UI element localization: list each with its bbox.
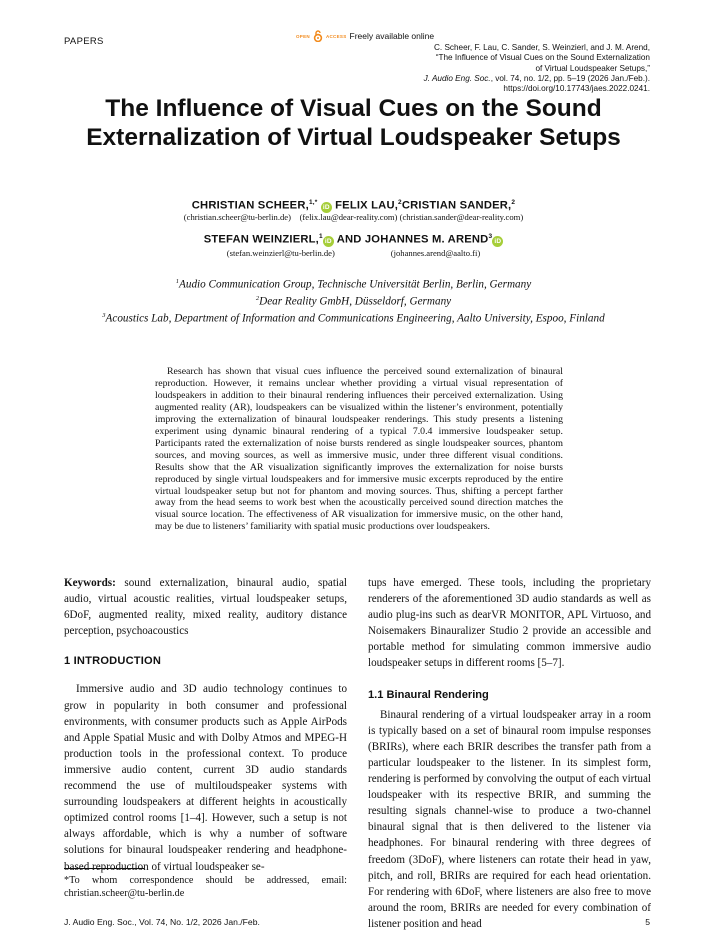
author-name: FELIX LAU,	[335, 199, 399, 212]
author-name: STEFAN WEINZIERL,	[203, 233, 319, 246]
right-column	[368, 575, 651, 932]
author-name: JOHANNES M. AREND	[364, 233, 489, 246]
affiliation-num: 1	[175, 278, 180, 285]
left-column	[64, 575, 347, 875]
abstract-text: Research has shown that visual cues influence the perceived sound externalization of binaural reproduction. However, it remains unclear whether providing a virtual visual representation of loudspeakers in addition to their binaural rendering influences their perceived externalization. Using augmented reality (AR), loudspeakers can be visualized within the listener’s environment, potentially improving the externalization of binaural loudspeaker renderings. This study presents a listening experiment using dynamic binaural rendering of a typical 7.0.4 immersive loudspeaker setup. Participants rated the externalization of noise bursts rendered as single loudspeaker sources, phantom sources, and moving sources, as well as immersive music, under three different visual conditions. Results show that the AR visualization significantly improves the externalization for noise bursts reproduced by single virtual loudspeakers and for immersive music excerpts reproduced by the entire virtual loudspeaker setup but not for phantom and moving sources. Thus, shifting a percept farther away from the head seems to work best when the acoustically perceived sound direction matches the visual source location. The effectiveness of AR visualization for immersive music, on the other hand, may be due to listeners’ familiarity with spatial music productions over loudspeakers.	[155, 366, 563, 533]
author-email[interactable]: (christian.scheer@tu-berlin.de)	[183, 212, 291, 222]
section-heading: 1 INTRODUCTION	[64, 655, 162, 668]
author-row	[0, 199, 707, 213]
author-and: AND	[336, 233, 362, 246]
author-row	[0, 233, 707, 247]
citation-line	[320, 74, 650, 84]
page-number: 5	[645, 917, 650, 927]
subsection-heading: 1.1 Binaural Rendering	[368, 688, 489, 701]
doi-link[interactable]: https://doi.org/10.17743/jaes.2022.0241.	[503, 84, 650, 94]
paper-title	[40, 94, 667, 152]
footnote: *To whom correspondence should be addressed, email: christian.scheer@tu-berlin.de	[64, 875, 347, 899]
affiliations	[0, 275, 707, 327]
affiliation-text: Acoustics Lab, Department of Information and Communications Engineering, Aalto University, Espoo, Finland	[105, 313, 605, 326]
oa-text: Freely available online	[349, 31, 435, 41]
author-email[interactable]: (stefan.weinzierl@tu-berlin.de)	[226, 248, 335, 258]
open-access-lock-icon	[313, 30, 323, 42]
footer-journal: J. Audio Eng. Soc., Vol. 74, No. 1/2, 2026 Jan./Feb.	[64, 917, 260, 927]
section-label: PAPERS	[64, 36, 104, 47]
keywords-label: Keywords:	[64, 577, 116, 589]
author-email[interactable]: (felix.lau@dear-reality.com)	[299, 212, 398, 222]
orcid-icon[interactable]: iD	[323, 236, 334, 247]
author-name: CRISTIAN SANDER,	[401, 199, 512, 212]
affiliation-text: Audio Communication Group, Technische Universität Berlin, Berlin, Germany	[179, 278, 532, 291]
author-emails	[0, 248, 707, 258]
author-sup: 1	[318, 233, 323, 240]
orcid-icon[interactable]: iD	[321, 202, 332, 213]
title-line: The Influence of Visual Cues on the Sound	[105, 95, 602, 122]
abstract	[155, 366, 563, 533]
footnote-rule	[64, 868, 144, 869]
citation-block	[320, 43, 650, 94]
citation-line: C. Scheer, F. Lau, C. Sander, S. Weinzierl, and J. M. Arend,	[433, 43, 650, 52]
author-sup: 3	[488, 233, 493, 240]
affiliation-num: 3	[102, 312, 106, 320]
title-line: Externalization of Virtual Loudspeaker Setups	[86, 124, 621, 151]
author-email[interactable]: (christian.sander@dear-reality.com)	[399, 212, 524, 222]
open-access-badge	[296, 30, 434, 42]
affiliation	[0, 292, 707, 309]
citation-volume: , vol. 74, no. 1/2, pp. 5–19 (2026 Jan./Feb.).	[490, 73, 650, 83]
author-name: CHRISTIAN SCHEER,	[191, 199, 309, 212]
author-emails	[0, 212, 707, 222]
affiliation	[0, 309, 707, 326]
citation-line: “The Influence of Visual Cues on the Sound Externalization	[435, 53, 650, 63]
orcid-icon[interactable]: iD	[492, 236, 503, 247]
body-paragraph: tups have emerged. These tools, including the proprietary renderers of the aforementioned 3D audio standards as well as audio plug-ins such as dearVR MONITOR, APL Virtuoso, and Noisemakers Binauralizer Studio 2 provide an accessible and portable method for simulating common immersive audio loudspeaker setups in different rooms [5–7].	[368, 577, 651, 670]
author-sup: 1,*	[308, 199, 318, 206]
oa-word-left: OPEN	[296, 33, 310, 39]
author-email[interactable]: (johannes.arend@aalto.fi)	[390, 248, 481, 258]
keywords-text: sound externalization, binaural audio, spatial audio, virtual acoustic realities, virtual loudspeaker setups, 6DoF, augmented reality, mixed reality, auditory distance perception, psychoacoustics	[64, 577, 347, 638]
oa-word-right: ACCESS	[325, 33, 347, 39]
author-sup: 2	[511, 199, 516, 206]
affiliation-num: 2	[255, 295, 260, 303]
body-paragraph: Binaural rendering of a virtual loudspeaker array in a room is typically based on a set of binaural room impulse responses (BRIRs), where each BRIR describes the transfer path from a particular loudspeaker to the listener. In its simplest form, rendering is performed by convolving the output of each virtual loudspeaker with its respective BRIR, and summing the resulting signals channel-wise to produce a two-channel binaural signal that is then delivered to the listener via headphones. For binaural rendering with three degrees of freedom (3DoF), where listeners can rotate their head in yaw, pitch, and roll, BRIRs are required for each head orientation. For rendering with 6DoF, where listeners are also free to move around the room, BRIRs are needed for every combination of listener position and head	[368, 708, 651, 930]
citation-journal: J. Audio Eng. Soc.	[423, 73, 491, 83]
body-paragraph: Immersive audio and 3D audio technology continues to grow in popularity in both consumer and professional environments, with consumer products such as Apple AirPods and Apple Spatial Music and with Dolby Atmos and MPEG-H production tools in the professional context. To produce immersive audio content, current 3D audio standards recommend the use of multiloudspeaker systems with surrounding loudspeakers at different heights in acoustically optimized control rooms [1–4]. However, such a setup is not always affordable, which is why a number of software solutions for binaural loudspeaker rendering and headphone-based reproduction of virtual loudspeaker se-	[64, 683, 347, 873]
citation-line: of Virtual Loudspeaker Setups,”	[535, 63, 650, 73]
author-sup: 2	[398, 199, 402, 206]
keywords	[64, 575, 347, 639]
affiliation-text: Dear Reality GmbH, Düsseldorf, Germany	[259, 295, 452, 308]
affiliation	[0, 275, 707, 292]
